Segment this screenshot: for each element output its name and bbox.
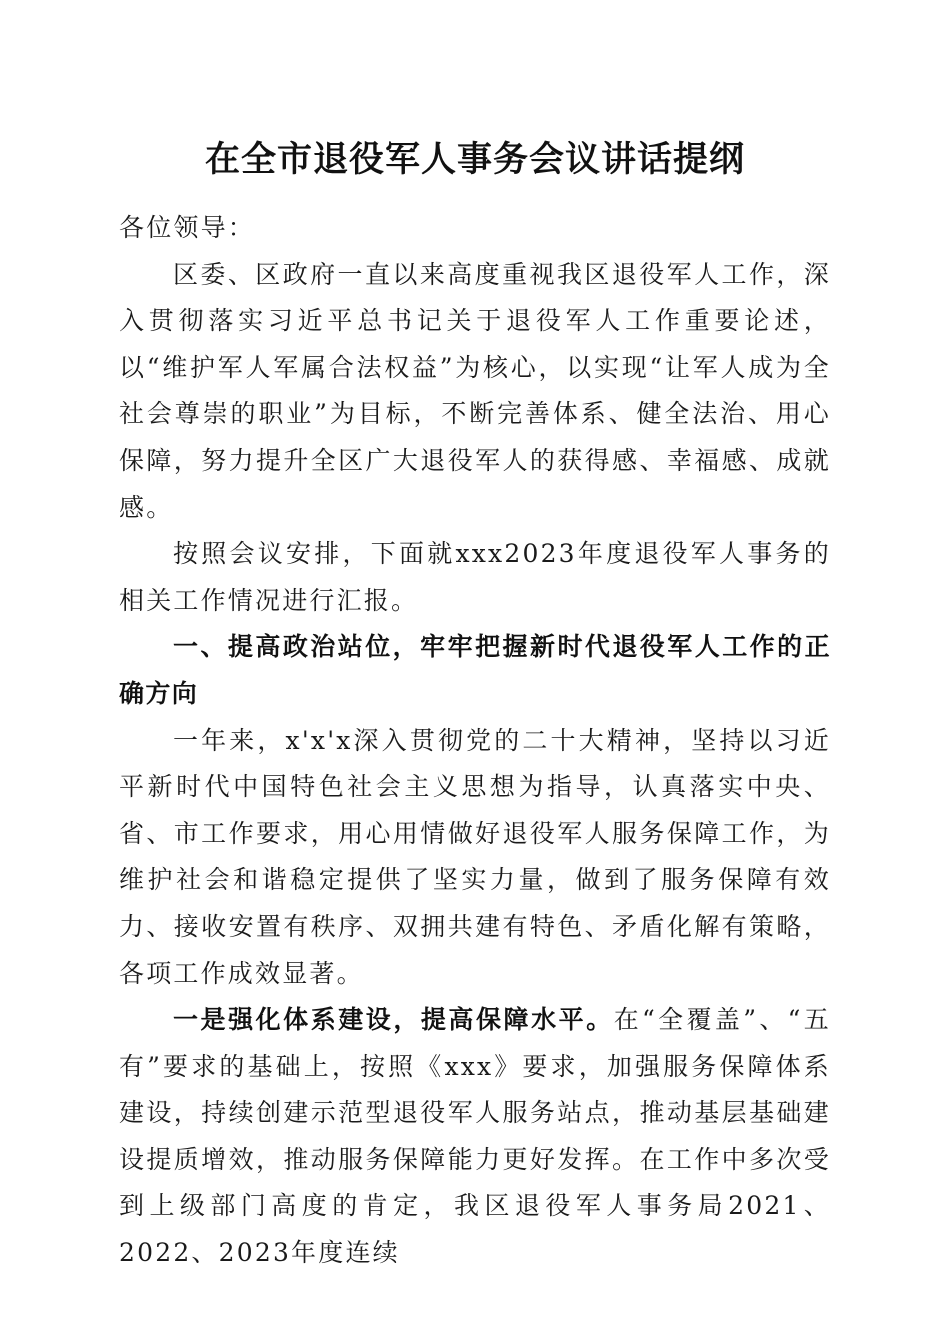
paragraph-intro: 区委、区政府一直以来高度重视我区退役军人工作，深入贯彻落实习近平总书记关于退役军人工作重要论述，以“维护军人军属合法权益”为核心，以实现“让军人成为全社会尊崇的职业”为目标，不断完善体系、健全法治、用心保障，努力提升全区广大退役军人的获得感、幸福感、成就感。 xyxy=(119,259,831,522)
paragraph-body-text: 在“全覆盖”、“五有”要求的基础上，按照《xxx》要求，加强服务保障体系建设，持续创建示范型退役军人服务站点，推动基层基础建设提质增效，推动服务保障能力更好发挥。在工作中多次受到上级部门高度的肯定，我区退役军人事务局2021、2022、2023年度连续 xyxy=(119,1005,831,1268)
section-heading-1: 一、提高政治站位，牢牢把握新时代退役军人工作的正确方向 xyxy=(119,632,831,708)
paragraph-report-notice: 按照会议安排，下面就xxx2023年度退役军人事务的相关工作情况进行汇报。 xyxy=(119,539,831,615)
document-body xyxy=(119,205,831,1277)
document-title: 在全市退役军人事务会议讲话提纲 xyxy=(204,139,745,180)
paragraph-lead-sentence: 一是强化体系建设，提高保障水平。 xyxy=(173,1005,614,1035)
paragraph-year-review: 一年来，x'x'x深入贯彻党的二十大精神，坚持以习近平新时代中国特色社会主义思想为指导，认真落实中央、省、市工作要求，用心用情做好退役军人服务保障工作，为维护社会和谐稳定提供了坚实力量，做到了服务保障有效力、接收安置有秩序、双拥共建有特色、矛盾化解有策略，各项工作成效显著。 xyxy=(119,725,831,988)
paragraph-system-building xyxy=(119,997,831,1277)
salutation: 各位领导： xyxy=(119,213,256,242)
